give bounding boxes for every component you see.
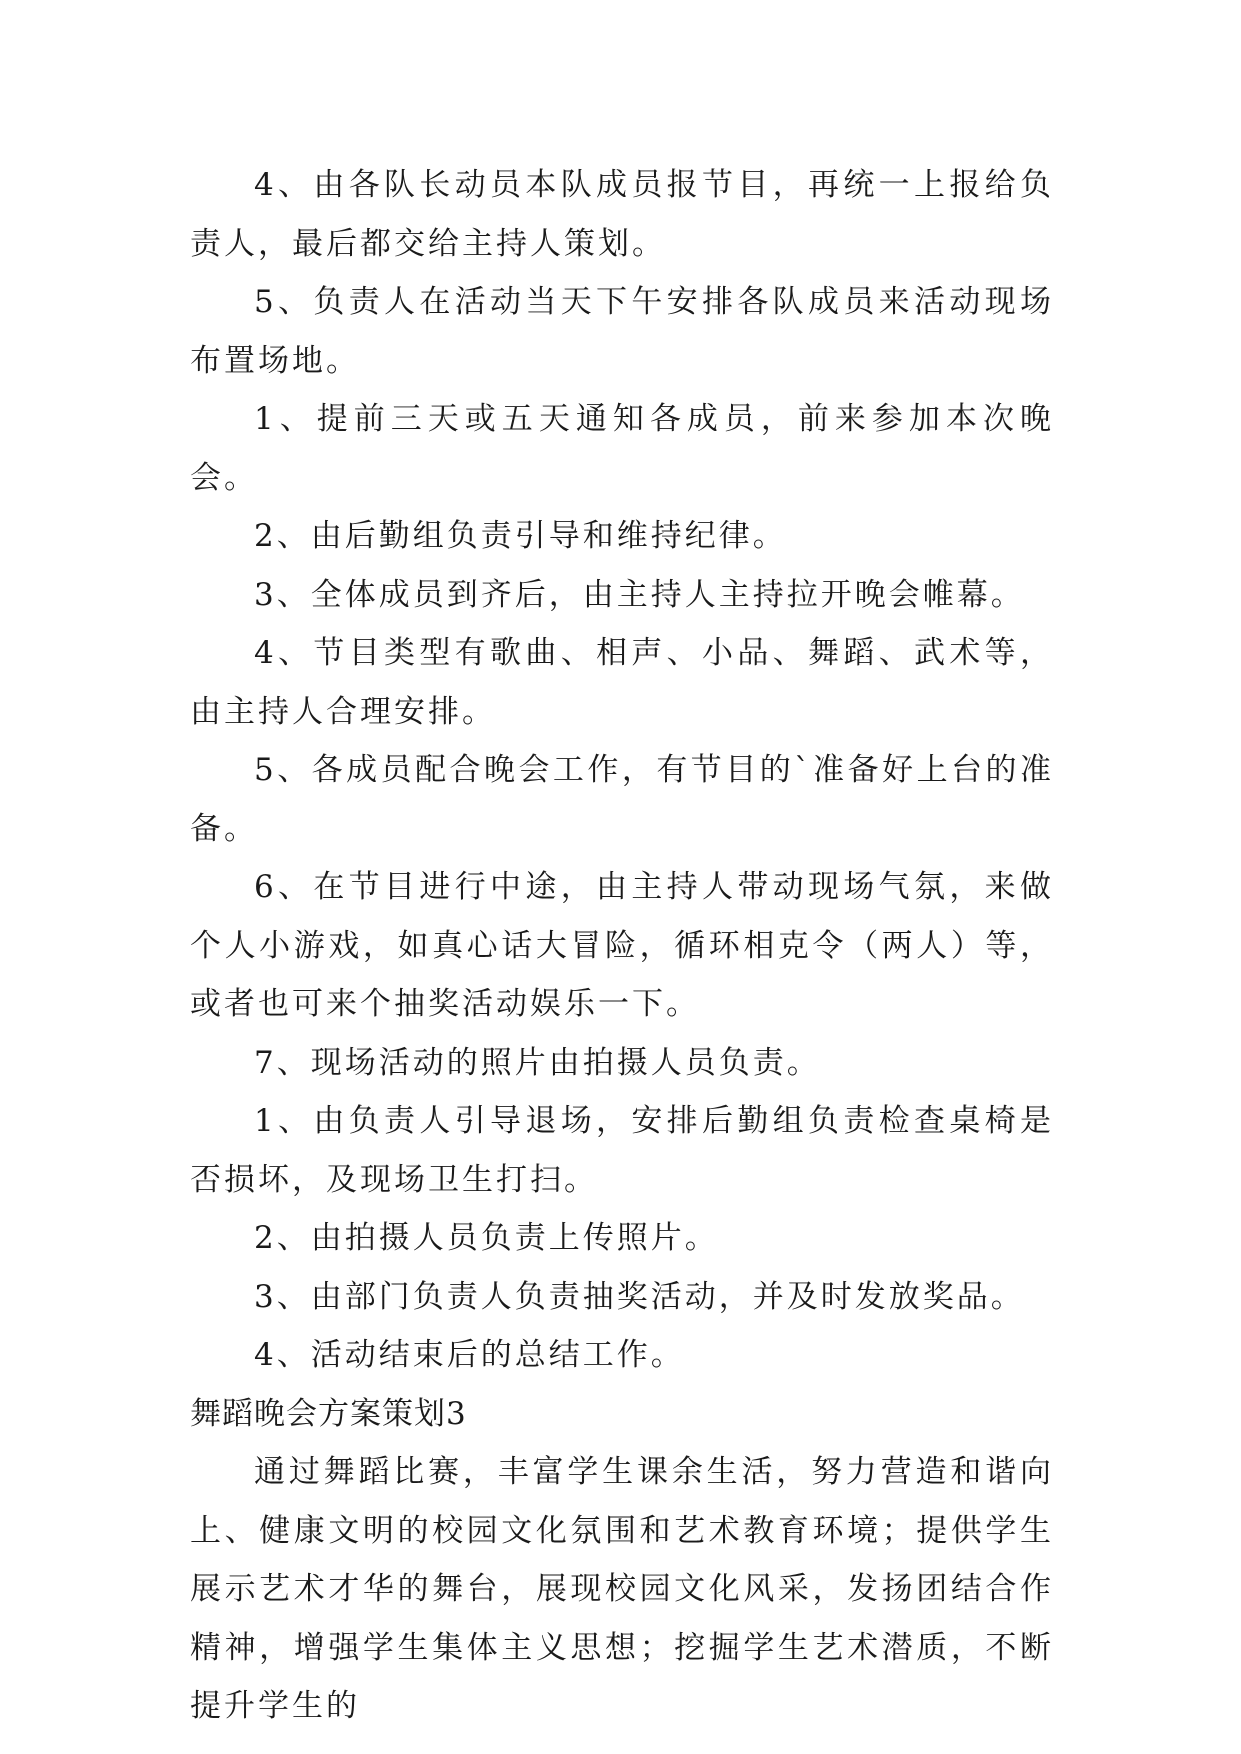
paragraph: 4、节目类型有歌曲、相声、小品、舞蹈、武术等，由主持人合理安排。 — [190, 635, 1054, 730]
paragraph: 3、全体成员到齐后，由主持人主持拉开晚会帷幕。 — [254, 576, 1025, 613]
paragraph: 2、由拍摄人员负责上传照片。 — [254, 1220, 719, 1256]
paragraph: 1、提前三天或五天通知各成员，前来参加本次晚会。 — [190, 401, 1054, 496]
paragraph: 5、各成员配合晚会工作，有节目的`准备好上台的准备。 — [190, 752, 1054, 847]
paragraph: 6、在节目进行中途，由主持人带动现场气氛，来做个人小游戏，如真心话大冒险，循环相克令（两人）等，或者也可来个抽奖活动娱乐一下。 — [190, 869, 1054, 1022]
paragraph: 3、由部门负责人负责抽奖活动，并及时发放奖品。 — [254, 1278, 1025, 1315]
paragraph: 1、由负责人引导退场，安排后勤组负责检查桌椅是否损坏，及现场卫生打扫。 — [190, 1103, 1054, 1198]
paragraph: 7、现场活动的照片由拍摄人员负责。 — [254, 1044, 821, 1081]
paragraph: 4、由各队长动员本队成员报节目，再统一上报给负责人，最后都交给主持人策划。 — [190, 167, 1054, 262]
document-page — [190, 156, 1054, 1736]
paragraph: 4、活动结束后的总结工作。 — [254, 1337, 685, 1373]
paragraph: 2、由后勤组负责引导和维持纪律。 — [254, 518, 787, 554]
section-heading: 舞蹈晚会方案策划3 — [190, 1395, 467, 1432]
paragraph: 通过舞蹈比赛，丰富学生课余生活，努力营造和谐向上、健康文明的校园文化氛围和艺术教育环境；提供学生展示艺术才华的舞台，展现校园文化风采，发扬团结合作精神，增强学生集体主义思想；挖掘学生艺术潜质，不断提升学生的 — [190, 1454, 1054, 1724]
paragraph: 5、负责人在活动当天下午安排各队成员来活动现场布置场地。 — [190, 284, 1054, 379]
